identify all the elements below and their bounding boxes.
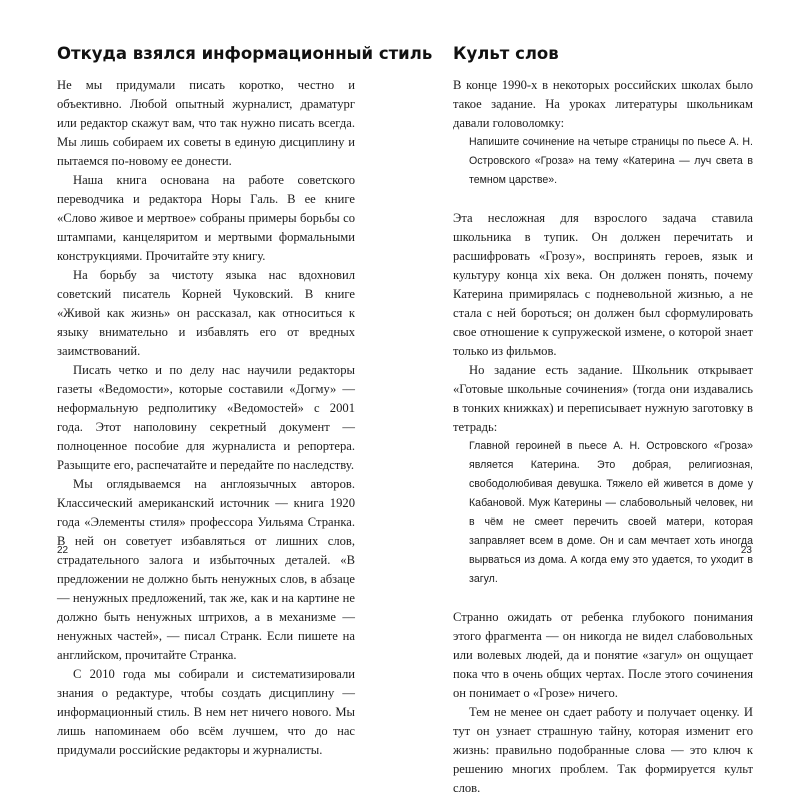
left-page-heading: Откуда взялся информационный стиль [57, 44, 433, 63]
paragraph: Тем не менее он сдает работу и получает оценку. И тут он узнает страшную тайну, которая изменит его жизнь: правильно подобранные слова — это ключ к решению многих проблем. Так формируется культ слов. [453, 705, 753, 795]
paragraph-intro: В конце 1990-х в некоторых российских школах было такое задание. На уроках литературы школьникам давали головоломку: [453, 78, 753, 130]
right-page-heading: Культ слов [453, 44, 559, 63]
paragraph: Мы оглядываемся на англоязычных авторов. Классический американский источник — книга 1920 года «Элементы стиля» профессора Уильяма Странка. В ней он советует избавляться от лишних слов, страдательного залога и избыточных деталей. «В предложении не должно быть ненужных слов, в абзаце — ненужных предложений, так же, как и на картине не должно быть ненужных штрихов, а в механизме — ненужных частей», — писал Странк. Если пишете на английском, прочитайте Странка. [57, 477, 355, 662]
right-page [400, 0, 800, 795]
left-page-body [57, 76, 355, 760]
quote-essay: Главной героиней в пьесе А. Н. Островского «Гроза» является Катерина. Это добрая, религиозная, свободолюбивая девушка. Тяжело ей живется в доме у Кабановой. Муж Катерины — слабовольный человек, ни в чём не смеет перечить своей матери, которая заправляет всем в доме. Он и сам мечтает хоть иногда вырваться из дома. А когда ему это удается, то уходит в загул. [469, 440, 753, 585]
right-page-body [453, 76, 753, 798]
paragraph: С 2010 года мы собирали и систематизировали знания о редактуре, чтобы создать дисциплину — информационный стиль. В нем нет ничего нового. Мы лишь напоминаем обо всём лучшем, что до нас придумали российские редакторы и журналисты. [57, 667, 355, 757]
paragraph: Эта несложная для взрослого задача ставила школьника в тупик. Он должен перечитать и расшифровать «Грозу», воспринять героев, язык и культуру конца xix века. Он должен понять, почему Катерина примирялась с подневольной жизнью, а не стала с ней бороться; он должен был сформулировать свое отношение к супружеской измене, о которой знает только из фильмов. [453, 211, 753, 358]
spacer [453, 190, 753, 209]
paragraph: Но задание есть задание. Школьник открывает «Готовые школьные сочинения» (тогда они издавались в тонких книжках) и переписывает нужную заготовку в тетрадь: [453, 363, 753, 434]
page-number: 22 [57, 545, 69, 556]
paragraph: Писать четко и по делу нас научили редакторы газеты «Ведомости», которые составили «Догму» — неформальную редполитику «Ведомостей» с 2001 года. Этот наполовину секретный документ — полноценное пособие для журналиста и репортера. Разыщите его, распечатайте и передайте по наследству. [57, 363, 355, 472]
paragraph: Странно ожидать от ребенка глубокого понимания этого фрагмента — он никогда не видел слабовольных или волевых людей, да и понятие «загул» он ощущает пока что в очень общих чертах. После этого сочинения он понимает о «Грозе» ничего. [453, 610, 753, 700]
paragraph: Наша книга основана на работе советского переводчика и редактора Норы Галь. В ее книге «Слово живое и мертвое» собраны примеры борьбы со штампами, канцеляритом и мертвыми формальными конструкциями. Прочитайте эту книгу. [57, 173, 355, 263]
page-number: 23 [740, 545, 752, 556]
spacer [453, 589, 753, 608]
quote-assignment: Напишите сочинение на четыре страницы по пьесе А. Н. Островского «Гроза» на тему «Катерина — луч света в темном царстве». [469, 136, 753, 186]
paragraph: На борьбу за чистоту языка нас вдохновил советский писатель Корней Чуковский. В книге «Живой как жизнь» он рассказал, как относиться к языку внимательно и избавлять его от вредных заимствований. [57, 268, 355, 358]
paragraph: Не мы придумали писать коротко, честно и объективно. Любой опытный журналист, драматург или редактор скажут вам, что так нужно писать всегда. Мы лишь собираем их советы в единую дисциплину и пытаемся по-новому ее донести. [57, 78, 355, 168]
